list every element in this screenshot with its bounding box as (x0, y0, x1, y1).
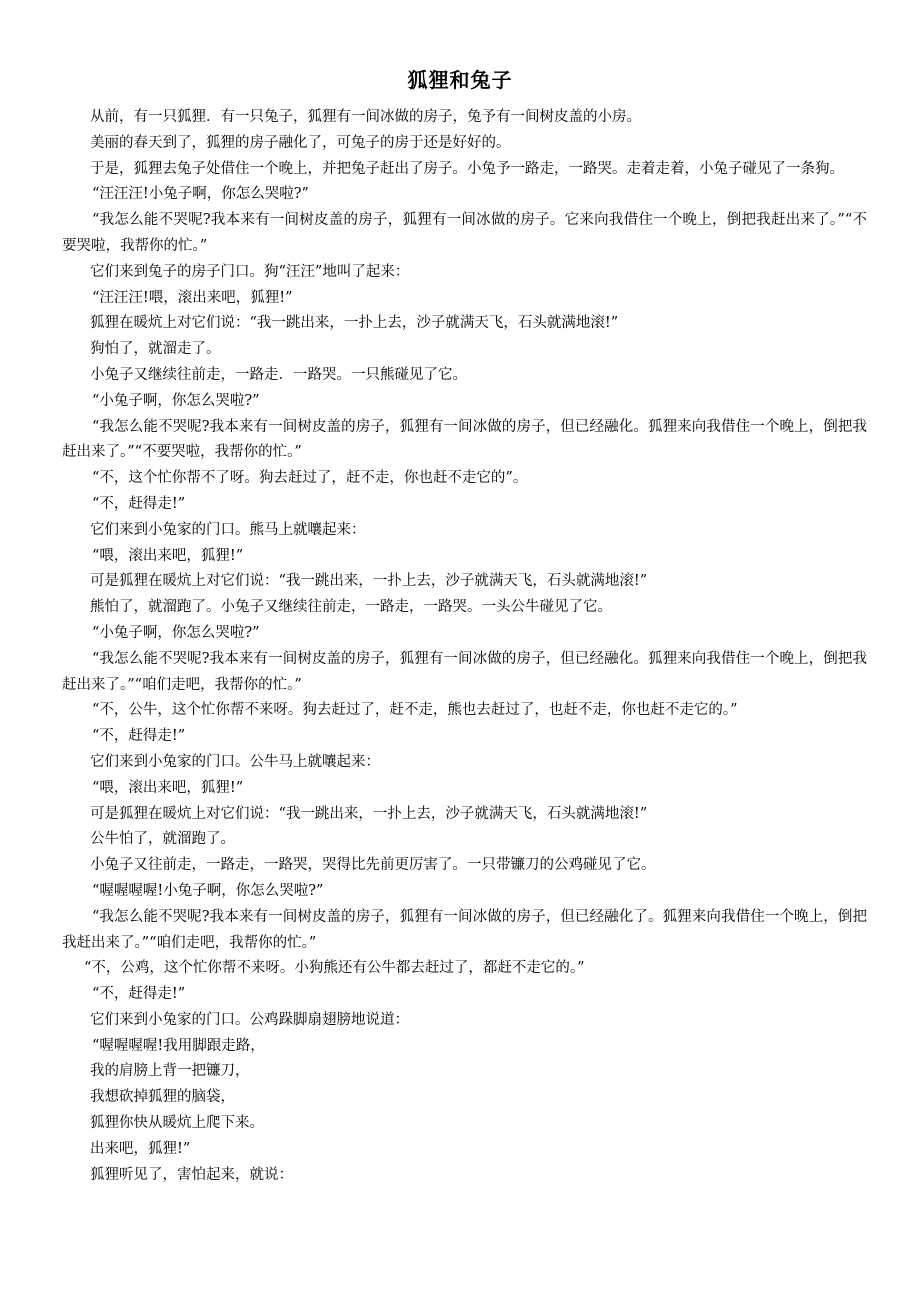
paragraph: “喂，滚出来吧，狐狸!” (92, 547, 244, 564)
paragraph: “喔喔喔喔!我用脚跟走路， (92, 1037, 265, 1054)
paragraph: 小兔子又继续往前走，一路走．一路哭。一只熊碰见了它。 (90, 366, 467, 383)
paragraph: 于是，狐狸去兔子处借住一个晚上，并把兔子赶出了房子。小兔予一路走，一路哭。走着走着，小兔子碰见了一条狗。 (90, 160, 844, 177)
paragraph: “汪汪汪!小兔子啊，你怎么哭啦?” (92, 186, 309, 203)
paragraph: 可是狐狸在暖炕上对它们说：“我一跳出来，一扑上去，沙子就满天飞，石头就满地滚!” (90, 805, 648, 822)
paragraph: “喔喔喔喔!小兔子啊，你怎么哭啦?” (92, 882, 324, 899)
paragraph: 狐狸你快从暖炕上爬下来。 (90, 1115, 264, 1132)
paragraph: “我怎么能不哭呢?我本来有一间树皮盖的房子，狐狸有一间冰做的房子，但已经融化。狐狸来向我借住一个晚上，倒把我赶出来了。”“不要哭啦，我帮你的忙。” (62, 418, 867, 461)
paragraph: 它们来到小兔家的门口。公鸡跺脚扇翅膀地说道： (90, 1011, 409, 1028)
paragraph: 出来吧，狐狸!” (90, 1140, 191, 1157)
paragraph: “不，赶得走!” (92, 728, 186, 745)
paragraph: 熊怕了，就溜跑了。小兔子又继续往前走，一路走，一路哭。一头公牛碰见了它。 (90, 599, 612, 616)
paragraph: “不，这个忙你帮不了呀。狗去赶过了，赶不走，你也赶不走它的”。 (92, 470, 528, 487)
paragraph: 可是狐狸在暖炕上对它们说：“我一跳出来，一扑上去，沙子就满天飞，石头就满地滚!” (90, 573, 648, 590)
paragraph: “不，赶得走!” (92, 986, 186, 1003)
paragraph: “我怎么能不哭呢?我本来有一间树皮盖的房子，狐狸有一间冰做的房子，但已经融化了。狐狸来向我借住一个晚上，倒把我赶出来了。”“咱们走吧，我帮你的忙。” (62, 908, 867, 951)
paragraph: “喂，滚出来吧，狐狸!” (92, 779, 244, 796)
paragraph: “汪汪汪!喂，滚出来吧，狐狸!” (92, 289, 293, 306)
paragraph: 从前，有一只狐狸．有一只兔子，狐狸有一间冰做的房子，兔予有一间树皮盖的小房。 (90, 109, 641, 125)
paragraph: 我想砍掉狐狸的脑袋， (90, 1089, 235, 1106)
paragraph: “不，公鸡，这个忙你帮不来呀。小狗熊还有公牛都去赶过了，都赶不走它的。” (84, 960, 585, 977)
paragraph: 狐狸在暖炕上对它们说：“我一跳出来，一扑上去，沙子就满天飞，石头就满地滚!” (90, 315, 619, 332)
paragraph: 它们来到兔子的房子门口。狗“汪汪”地叫了起来： (90, 263, 410, 280)
paragraph: “小兔子啊，你怎么哭啦?” (92, 624, 260, 641)
paragraph: 小兔子又往前走，一路走，一路哭，哭得比先前更厉害了。一只带镰刀的公鸡碰见了它。 (90, 857, 656, 874)
story-body (62, 105, 867, 1188)
paragraph: 它们来到小兔家的门口。熊马上就嚷起来： (90, 521, 366, 538)
document-title: 狐狸和兔子 (407, 68, 513, 92)
paragraph: “我怎么能不哭呢?我本来有一间树皮盖的房子，狐狸有一间冰做的房子。它来向我借住一个晚上，倒把我赶出来了。”“不要哭啦，我帮你的忙。” (62, 212, 867, 254)
paragraph: “不，赶得走!” (92, 495, 186, 512)
paragraph: 公牛怕了，就溜跑了。 (90, 831, 235, 848)
paragraph: 美丽的春天到了，狐狸的房子融化了，可兔子的房于还是好好的。 (90, 134, 511, 151)
paragraph: 狗怕了，就溜走了。 (90, 341, 221, 358)
paragraph: “我怎么能不哭呢?我本来有一间树皮盖的房子，狐狸有一间冰做的房子，但已经融化。狐狸来向我借住一个晚上，倒把我赶出来了。”“咱们走吧，我帮你的忙。” (62, 650, 867, 693)
paragraph: 它们来到小兔家的门口。公牛马上就嚷起来： (90, 753, 380, 770)
paragraph: 我的肩膀上背一把镰刀， (90, 1063, 250, 1080)
paragraph: 狐狸听见了，害怕起来，就说： (90, 1166, 293, 1183)
paragraph: “不，公牛，这个忙你帮不来呀。狗去赶过了，赶不走，熊也去赶过了，也赶不走，你也赶不走它的。” (92, 702, 738, 719)
paragraph: “小兔子啊，你怎么哭啦?” (92, 392, 260, 409)
